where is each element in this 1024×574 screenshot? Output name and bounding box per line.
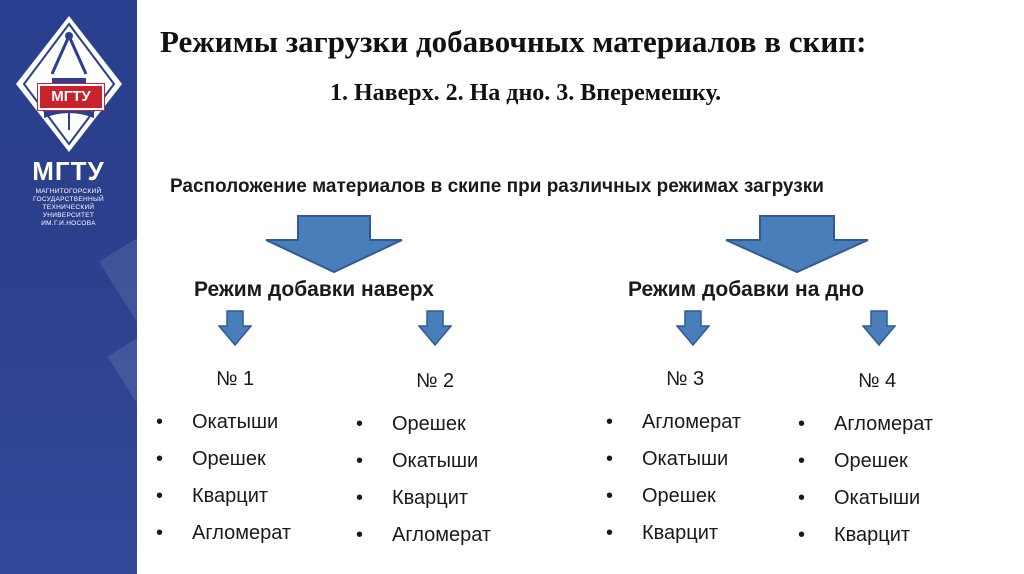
order-column-3 bbox=[604, 368, 784, 552]
bullet-icon: • bbox=[356, 487, 364, 509]
material-name: Орешек bbox=[642, 485, 716, 507]
bullet-icon: • bbox=[798, 487, 806, 509]
material-name: Кварцит bbox=[834, 524, 911, 546]
decorative-stripe bbox=[99, 230, 137, 574]
bullet-icon: • bbox=[156, 411, 164, 433]
large-down-arrow-icon bbox=[722, 214, 872, 274]
material-list bbox=[604, 404, 784, 552]
small-down-arrow-icon bbox=[218, 310, 252, 346]
bullet-icon: • bbox=[156, 485, 164, 507]
column-title: № 2 bbox=[416, 370, 455, 392]
list-item bbox=[796, 480, 976, 517]
small-down-arrow-icon bbox=[676, 310, 710, 346]
decorative-stripe bbox=[108, 330, 137, 574]
bullet-icon: • bbox=[356, 524, 364, 546]
material-name: Кварцит bbox=[192, 485, 269, 507]
university-name-line: ИМ.Г.И.НОСОВА bbox=[41, 220, 96, 227]
university-full-name bbox=[0, 188, 137, 228]
material-name: Орешек bbox=[834, 450, 908, 472]
list-item bbox=[154, 478, 334, 515]
slide-subtitle: 1. Наверх. 2. На дно. 3. Вперемешку. bbox=[330, 80, 722, 106]
bullet-icon: • bbox=[606, 448, 614, 470]
list-item bbox=[796, 443, 976, 480]
material-name: Кварцит bbox=[642, 522, 719, 544]
list-item bbox=[604, 478, 784, 515]
bullet-icon: • bbox=[798, 450, 806, 472]
university-logo bbox=[14, 14, 124, 154]
list-item bbox=[354, 517, 534, 554]
bullet-icon: • bbox=[606, 485, 614, 507]
material-list bbox=[354, 406, 534, 554]
material-name: Кварцит bbox=[392, 487, 469, 509]
material-name: Орешек bbox=[392, 413, 466, 435]
column-title: № 1 bbox=[216, 368, 255, 390]
bullet-icon: • bbox=[606, 411, 614, 433]
list-item bbox=[154, 441, 334, 478]
section-heading: Расположение материалов в скипе при различных режимах загрузки bbox=[170, 176, 824, 197]
material-name: Агломерат bbox=[192, 522, 292, 544]
list-item bbox=[796, 406, 976, 443]
mode-label-bottom: Режим добавки на дно bbox=[628, 278, 865, 301]
slide-title: Режимы загрузки добавочных материалов в скип: bbox=[160, 24, 867, 59]
logo-badge: МГТУ bbox=[38, 84, 104, 110]
bullet-icon: • bbox=[156, 522, 164, 544]
bullet-icon: • bbox=[606, 522, 614, 544]
university-abbreviation: МГТУ bbox=[32, 156, 105, 186]
list-item bbox=[604, 441, 784, 478]
list-item bbox=[154, 404, 334, 441]
mode-label-top: Режим добавки наверх bbox=[194, 278, 434, 301]
small-down-arrow-icon bbox=[862, 310, 896, 346]
order-column-1 bbox=[154, 368, 334, 552]
column-title: № 3 bbox=[666, 368, 705, 390]
material-name: Агломерат bbox=[834, 413, 934, 435]
material-name: Окатыши bbox=[834, 487, 921, 509]
list-item bbox=[604, 404, 784, 441]
small-down-arrow-icon bbox=[418, 310, 452, 346]
material-name: Окатыши bbox=[642, 448, 729, 470]
sidebar-branding bbox=[0, 0, 137, 574]
material-name: Орешек bbox=[192, 448, 266, 470]
list-item bbox=[154, 515, 334, 552]
list-item bbox=[354, 443, 534, 480]
material-name: Окатыши bbox=[392, 450, 479, 472]
column-title: № 4 bbox=[858, 370, 897, 392]
bullet-icon: • bbox=[798, 524, 806, 546]
list-item bbox=[354, 480, 534, 517]
university-name-line: ТЕХНИЧЕСКИЙ bbox=[42, 204, 95, 211]
order-column-4 bbox=[796, 370, 976, 554]
list-item bbox=[796, 517, 976, 554]
list-item bbox=[354, 406, 534, 443]
large-down-arrow-icon bbox=[262, 214, 406, 274]
material-name: Агломерат bbox=[392, 524, 492, 546]
material-list bbox=[154, 404, 334, 552]
university-name-line: ГОСУДАРСТВЕННЫЙ bbox=[33, 196, 104, 203]
bullet-icon: • bbox=[356, 450, 364, 472]
material-name: Агломерат bbox=[642, 411, 742, 433]
bullet-icon: • bbox=[798, 413, 806, 435]
bullet-icon: • bbox=[156, 448, 164, 470]
list-item bbox=[604, 515, 784, 552]
university-name-line: УНИВЕРСИТЕТ bbox=[42, 212, 95, 219]
material-name: Окатыши bbox=[192, 411, 279, 433]
order-column-2 bbox=[354, 370, 534, 554]
bullet-icon: • bbox=[356, 413, 364, 435]
university-name-line: МАГНИТОГОРСКИЙ bbox=[35, 188, 102, 195]
material-list bbox=[796, 406, 976, 554]
